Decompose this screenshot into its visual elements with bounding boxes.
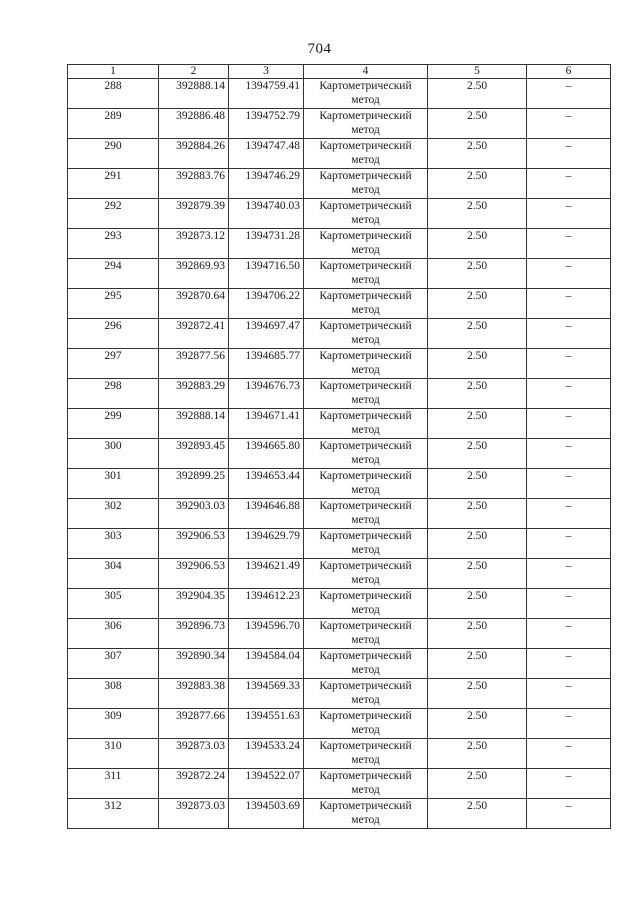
table-row [68,379,611,409]
table-row [68,769,611,799]
column-header: 6 [527,65,611,79]
y-coordinate-cell: 1394646.88 [229,499,304,529]
note-cell: – [527,139,611,169]
y-coordinate-cell: 1394596.70 [229,619,304,649]
method-text-line2: метод [351,184,380,196]
accuracy-cell: 2.50 [428,469,527,499]
accuracy-cell: 2.50 [428,79,527,109]
table-row [68,229,611,259]
method-text-line2: метод [351,454,380,466]
header-row [68,65,611,79]
note-cell: – [527,319,611,349]
table-row [68,349,611,379]
method-cell [304,679,428,709]
table-row [68,649,611,679]
point-number-cell: 298 [68,379,159,409]
point-number-cell: 310 [68,739,159,769]
column-header: 1 [68,65,159,79]
x-coordinate-cell: 392896.73 [159,619,229,649]
method-text-line2: метод [351,814,380,826]
y-coordinate-cell: 1394551.63 [229,709,304,739]
y-coordinate-cell: 1394697.47 [229,319,304,349]
point-number-cell: 292 [68,199,159,229]
method-cell [304,319,428,349]
method-text-line2: метод [351,274,380,286]
method-cell [304,379,428,409]
method-cell [304,529,428,559]
point-number-cell: 295 [68,289,159,319]
point-number-cell: 305 [68,589,159,619]
y-coordinate-cell: 1394716.50 [229,259,304,289]
method-text-line1: Картометрический [319,650,412,662]
method-text-line2: метод [351,214,380,226]
note-cell: – [527,769,611,799]
accuracy-cell: 2.50 [428,649,527,679]
x-coordinate-cell: 392873.12 [159,229,229,259]
method-cell [304,79,428,109]
table-row [68,259,611,289]
accuracy-cell: 2.50 [428,289,527,319]
method-cell [304,619,428,649]
accuracy-cell: 2.50 [428,619,527,649]
y-coordinate-cell: 1394569.33 [229,679,304,709]
note-cell: – [527,379,611,409]
method-text-line2: метод [351,604,380,616]
coordinates-table [67,64,611,829]
table-row [68,319,611,349]
column-header: 5 [428,65,527,79]
point-number-cell: 290 [68,139,159,169]
method-text-line2: метод [351,634,380,646]
method-text-line1: Картометрический [319,710,412,722]
method-text-line2: метод [351,154,380,166]
note-cell: – [527,499,611,529]
x-coordinate-cell: 392886.48 [159,109,229,139]
method-cell [304,739,428,769]
accuracy-cell: 2.50 [428,769,527,799]
method-text-line2: метод [351,664,380,676]
method-text-line2: метод [351,784,380,796]
method-text-line1: Картометрический [319,530,412,542]
method-text-line2: метод [351,334,380,346]
x-coordinate-cell: 392869.93 [159,259,229,289]
accuracy-cell: 2.50 [428,589,527,619]
point-number-cell: 289 [68,109,159,139]
table-row [68,589,611,619]
method-text-line2: метод [351,424,380,436]
method-cell [304,409,428,439]
method-cell [304,469,428,499]
method-text-line1: Картометрический [319,500,412,512]
method-text-line1: Картометрический [319,140,412,152]
method-cell [304,109,428,139]
method-cell [304,169,428,199]
method-text-line2: метод [351,574,380,586]
accuracy-cell: 2.50 [428,229,527,259]
x-coordinate-cell: 392906.53 [159,529,229,559]
table-row [68,199,611,229]
method-text-line1: Картометрический [319,170,412,182]
x-coordinate-cell: 392872.41 [159,319,229,349]
point-number-cell: 301 [68,469,159,499]
y-coordinate-cell: 1394612.23 [229,589,304,619]
method-cell [304,499,428,529]
accuracy-cell: 2.50 [428,409,527,439]
method-cell [304,139,428,169]
x-coordinate-cell: 392877.56 [159,349,229,379]
method-cell [304,229,428,259]
note-cell: – [527,79,611,109]
y-coordinate-cell: 1394621.49 [229,559,304,589]
x-coordinate-cell: 392906.53 [159,559,229,589]
y-coordinate-cell: 1394629.79 [229,529,304,559]
point-number-cell: 304 [68,559,159,589]
note-cell: – [527,619,611,649]
note-cell: – [527,469,611,499]
table-row [68,739,611,769]
accuracy-cell: 2.50 [428,679,527,709]
method-text-line1: Картометрический [319,320,412,332]
table-row [68,619,611,649]
point-number-cell: 311 [68,769,159,799]
method-cell [304,589,428,619]
y-coordinate-cell: 1394740.03 [229,199,304,229]
x-coordinate-cell: 392904.35 [159,589,229,619]
accuracy-cell: 2.50 [428,349,527,379]
x-coordinate-cell: 392893.45 [159,439,229,469]
x-coordinate-cell: 392872.24 [159,769,229,799]
y-coordinate-cell: 1394584.04 [229,649,304,679]
y-coordinate-cell: 1394746.29 [229,169,304,199]
table-row [68,799,611,829]
method-cell [304,349,428,379]
note-cell: – [527,439,611,469]
x-coordinate-cell: 392888.14 [159,79,229,109]
table-row [68,169,611,199]
method-text-line1: Картометрический [319,410,412,422]
table-row [68,109,611,139]
note-cell: – [527,589,611,619]
point-number-cell: 306 [68,619,159,649]
x-coordinate-cell: 392877.66 [159,709,229,739]
note-cell: – [527,109,611,139]
accuracy-cell: 2.50 [428,739,527,769]
method-cell [304,799,428,829]
method-text-line1: Картометрический [319,680,412,692]
method-text-line1: Картометрический [319,200,412,212]
point-number-cell: 302 [68,499,159,529]
method-text-line1: Картометрический [319,290,412,302]
page-number: 704 [307,41,332,57]
note-cell: – [527,289,611,319]
note-cell: – [527,349,611,379]
note-cell: – [527,679,611,709]
point-number-cell: 297 [68,349,159,379]
accuracy-cell: 2.50 [428,499,527,529]
method-cell [304,769,428,799]
x-coordinate-cell: 392870.64 [159,289,229,319]
column-header: 3 [229,65,304,79]
method-cell [304,439,428,469]
point-number-cell: 291 [68,169,159,199]
method-cell [304,289,428,319]
method-text-line1: Картометрический [319,230,412,242]
x-coordinate-cell: 392899.25 [159,469,229,499]
method-text-line1: Картометрический [319,350,412,362]
y-coordinate-cell: 1394731.28 [229,229,304,259]
accuracy-cell: 2.50 [428,799,527,829]
note-cell: – [527,169,611,199]
column-header: 2 [159,65,229,79]
method-text-line2: метод [351,484,380,496]
method-text-line1: Картометрический [319,470,412,482]
y-coordinate-cell: 1394706.22 [229,289,304,319]
method-cell [304,199,428,229]
method-text-line2: метод [351,364,380,376]
y-coordinate-cell: 1394752.79 [229,109,304,139]
x-coordinate-cell: 392883.76 [159,169,229,199]
y-coordinate-cell: 1394685.77 [229,349,304,379]
table-header [68,65,611,79]
accuracy-cell: 2.50 [428,709,527,739]
accuracy-cell: 2.50 [428,529,527,559]
method-text-line2: метод [351,514,380,526]
method-cell [304,259,428,289]
table-row [68,439,611,469]
method-text-line2: метод [351,304,380,316]
point-number-cell: 312 [68,799,159,829]
accuracy-cell: 2.50 [428,319,527,349]
point-number-cell: 307 [68,649,159,679]
note-cell: – [527,199,611,229]
x-coordinate-cell: 392873.03 [159,739,229,769]
y-coordinate-cell: 1394671.41 [229,409,304,439]
table-body [68,79,611,829]
accuracy-cell: 2.50 [428,559,527,589]
x-coordinate-cell: 392890.34 [159,649,229,679]
accuracy-cell: 2.50 [428,169,527,199]
note-cell: – [527,709,611,739]
y-coordinate-cell: 1394665.80 [229,439,304,469]
accuracy-cell: 2.50 [428,259,527,289]
note-cell: – [527,259,611,289]
point-number-cell: 288 [68,79,159,109]
y-coordinate-cell: 1394759.41 [229,79,304,109]
table-row [68,709,611,739]
method-text-line1: Картометрический [319,110,412,122]
method-text-line1: Картометрический [319,740,412,752]
point-number-cell: 303 [68,529,159,559]
method-text-line2: метод [351,244,380,256]
x-coordinate-cell: 392879.39 [159,199,229,229]
method-text-line2: метод [351,694,380,706]
method-text-line2: метод [351,754,380,766]
method-text-line1: Картометрический [319,260,412,272]
note-cell: – [527,409,611,439]
method-text-line1: Картометрический [319,80,412,92]
table-row [68,409,611,439]
method-cell [304,649,428,679]
method-text-line2: метод [351,544,380,556]
point-number-cell: 294 [68,259,159,289]
table-row [68,469,611,499]
method-text-line1: Картометрический [319,440,412,452]
table-row [68,289,611,319]
note-cell: – [527,559,611,589]
x-coordinate-cell: 392903.03 [159,499,229,529]
note-cell: – [527,799,611,829]
accuracy-cell: 2.50 [428,109,527,139]
accuracy-cell: 2.50 [428,199,527,229]
method-text-line1: Картометрический [319,560,412,572]
table-row [68,679,611,709]
note-cell: – [527,649,611,679]
x-coordinate-cell: 392873.03 [159,799,229,829]
method-text-line1: Картометрический [319,380,412,392]
table-row [68,529,611,559]
method-text-line1: Картометрический [319,590,412,602]
point-number-cell: 300 [68,439,159,469]
method-text-line1: Картометрический [319,800,412,812]
point-number-cell: 299 [68,409,159,439]
x-coordinate-cell: 392883.38 [159,679,229,709]
method-text-line1: Картометрический [319,770,412,782]
table-row [68,559,611,589]
accuracy-cell: 2.50 [428,439,527,469]
y-coordinate-cell: 1394503.69 [229,799,304,829]
method-text-line2: метод [351,94,380,106]
point-number-cell: 296 [68,319,159,349]
method-cell [304,709,428,739]
method-text-line1: Картометрический [319,620,412,632]
note-cell: – [527,529,611,559]
method-cell [304,559,428,589]
method-text-line2: метод [351,394,380,406]
x-coordinate-cell: 392883.29 [159,379,229,409]
accuracy-cell: 2.50 [428,139,527,169]
note-cell: – [527,739,611,769]
point-number-cell: 293 [68,229,159,259]
table-row [68,79,611,109]
y-coordinate-cell: 1394522.07 [229,769,304,799]
method-text-line2: метод [351,724,380,736]
accuracy-cell: 2.50 [428,379,527,409]
table-row [68,499,611,529]
y-coordinate-cell: 1394653.44 [229,469,304,499]
column-header: 4 [304,65,428,79]
method-text-line2: метод [351,124,380,136]
x-coordinate-cell: 392888.14 [159,409,229,439]
table-row [68,139,611,169]
x-coordinate-cell: 392884.26 [159,139,229,169]
y-coordinate-cell: 1394676.73 [229,379,304,409]
point-number-cell: 309 [68,709,159,739]
point-number-cell: 308 [68,679,159,709]
y-coordinate-cell: 1394533.24 [229,739,304,769]
note-cell: – [527,229,611,259]
y-coordinate-cell: 1394747.48 [229,139,304,169]
